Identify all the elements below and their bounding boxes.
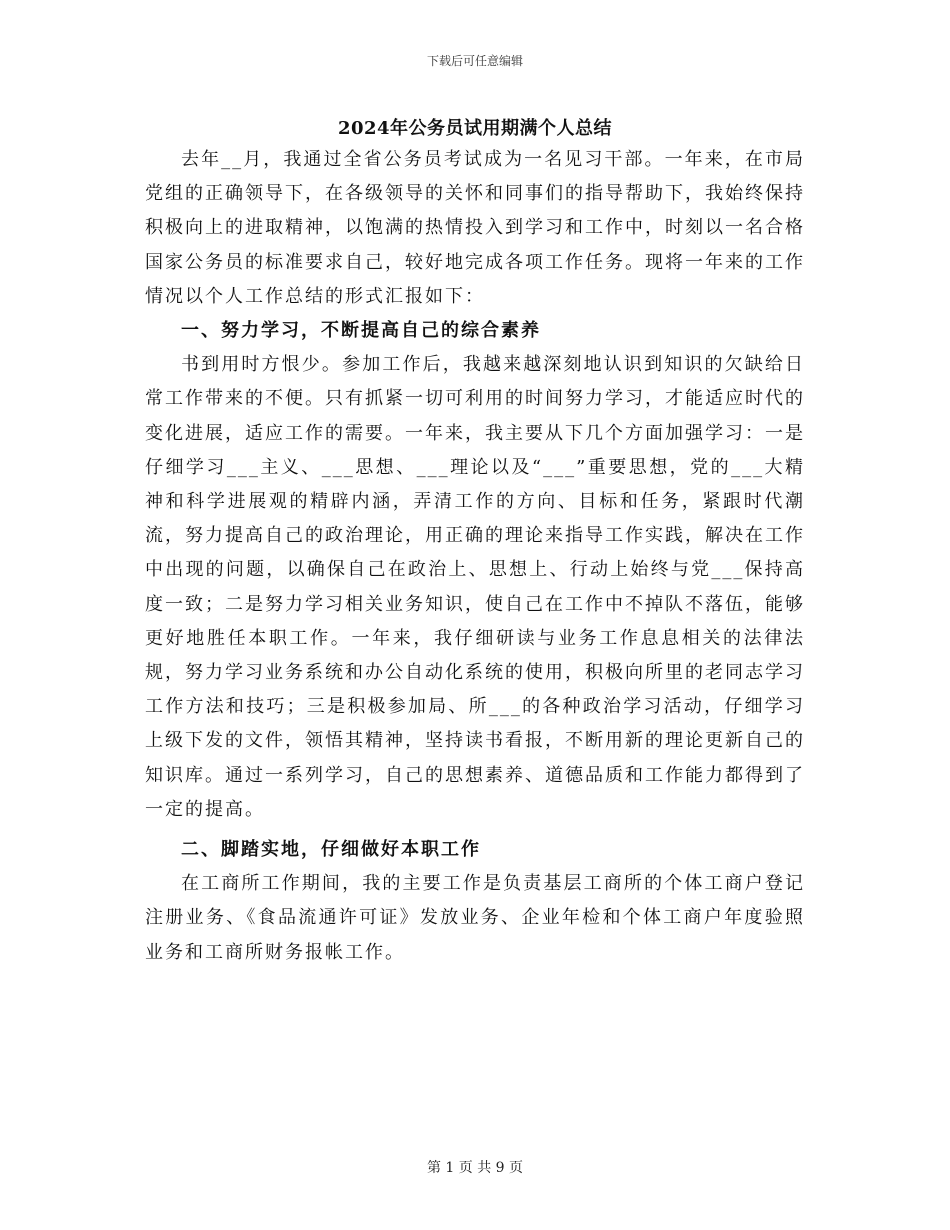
page-number: 第 1 页 共 9 页 <box>426 1160 524 1176</box>
section-heading-1: 一、努力学习，不断提高自己的综合素养 <box>181 320 541 342</box>
document-body <box>145 143 805 970</box>
work-paragraph: 在工商所工作期间，我的主要工作是负责基层工商所的个体工商户登记注册业务、《食品流通许可证》发放业务、企业年检和个体工商户年度验照业务和工商所财务报帐工作。 <box>145 873 805 963</box>
study-paragraph: 书到用时方恨少。参加工作后，我越来越深刻地认识到知识的欠缺给日常工作带来的不便。只有抓紧一切可利用的时间努力学习，才能适应时代的变化进展，适应工作的需要。一年来，我主要从下几个方面加强学习：一是仔细学习___主义、___思想、___理论以及“___”重要思想，党的___大精神和科学进展观的精辟内涵，弄清工作的方向、目标和任务，紧跟时代潮流，努力提高自己的政治理论，用正确的理论来指导工作实践，解决在工作中出现的问题，以确保自己在政治上、思想上、行动上始终与党___保持高度一致；二是努力学习相关业务知识，使自己在工作中不掉队不落伍，能够更好地胜任本职工作。一年来，我仔细研读与业务工作息息相关的法律法规，努力学习业务系统和办公自动化系统的使用，积极向所里的老同志学习工作方法和技巧；三是积极参加局、所___的各种政治学习活动，仔细学习上级下发的文件，领悟其精神，坚持读书看报，不断用新的理论更新自己的知识库。通过一系列学习，自己的思想素养、道德品质和工作能力都得到了一定的提高。 <box>145 354 805 820</box>
header-note: 下载后可任意编辑 <box>426 54 523 68</box>
document-title: 2024年公务员试用期满个人总结 <box>337 118 613 139</box>
section-heading-2: 二、脚踏实地，仔细做好本职工作 <box>181 839 481 861</box>
intro-paragraph: 去年__月，我通过全省公务员考试成为一名见习干部。一年来，在市局党组的正确领导下，在各级领导的关怀和同事们的指导帮助下，我始终保持积极向上的进取精神，以饱满的热情投入到学习和工作中，时刻以一名合格国家公务员的标准要求自己，较好地完成各项工作任务。现将一年来的工作情况以个人工作总结的形式汇报如下： <box>145 149 805 307</box>
